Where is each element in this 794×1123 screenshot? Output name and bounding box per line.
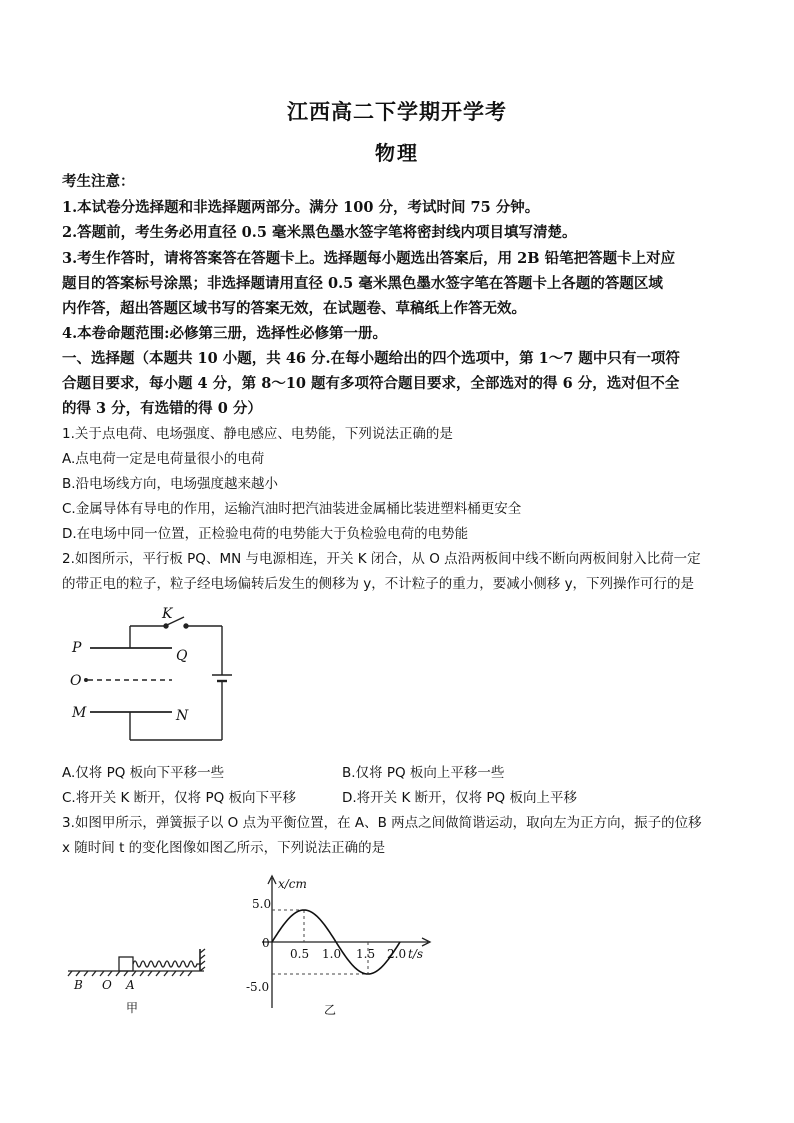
x-axis-label: t/s (408, 947, 424, 961)
label-k: K (162, 606, 173, 622)
notice-heading: 考生注意： (62, 173, 135, 190)
caption-yi: 乙 (324, 1003, 337, 1017)
q2-option-d: D.将开关 K 断开，仅将 PQ 板向上平移 (342, 790, 577, 806)
q1-option-b: B.沿电场线方向，电场强度越来越小 (62, 476, 279, 492)
q2-stem-cont: 的带正电的粒子，粒子经电场偏转后发生的侧移为 y，不计粒子的重力，要减小侧移 y，下列操作可行的是 (62, 576, 695, 592)
ground-hatch (68, 971, 192, 976)
q2-option-c: C.将开关 K 断开，仅将 PQ 板向下平移 (62, 790, 297, 806)
block (119, 957, 133, 971)
x-tick-0-5: 0.5 (290, 947, 310, 961)
label-o-jia: O (102, 978, 112, 992)
label-b: B (74, 978, 83, 992)
q1-stem: 1.关于点电荷、电场强度、静电感应、电势能，下列说法正确的是 (62, 426, 453, 442)
x-tick-2-0: 2.0 (387, 947, 407, 961)
notice-item-4: 4.本卷命题范围:必修第三册，选择性必修第一册。 (62, 325, 387, 342)
q3-figure-jia (62, 945, 212, 1020)
notice-item-2: 2.答题前，考生务必用直径 0.5 毫米黑色墨水签字笔将密封线内项目填写清楚。 (62, 224, 577, 241)
q1-option-d: D.在电场中同一位置，正检验电荷的电势能大于负检验电荷的电势能 (62, 526, 469, 542)
x-tick-1-5: 1.5 (356, 947, 376, 961)
q3-stem-cont: x 随时间 t 的变化图像如图乙所示，下列说法正确的是 (62, 840, 386, 856)
switch-contact-right (184, 624, 188, 628)
q2-option-b: B.仅将 PQ 板向上平移一些 (342, 765, 505, 781)
point-o (84, 678, 88, 682)
q2-stem: 2.如图所示，平行板 PQ、MN 与电源相连，开关 K 闭合，从 O 点沿两板间中线不断向两板间射入比荷一定 (62, 551, 701, 567)
section-heading: 一、选择题（本题共 10 小题，共 46 分.在每小题给出的四个选项中，第 1～7 题中只有一项符 (62, 350, 680, 367)
label-q: Q (176, 648, 188, 664)
label-m: M (72, 705, 87, 721)
label-p: P (72, 640, 82, 656)
q1-option-a: A.点电荷一定是电荷量很小的电荷 (62, 451, 265, 467)
notice-item-3-cont2: 内作答，超出答题区域书写的答案无效，在试题卷、草稿纸上作答无效。 (62, 300, 526, 317)
section-heading-cont2: 的得 3 分，有选错的得 0 分） (62, 400, 262, 417)
q2-option-a: A.仅将 PQ 板向下平移一些 (62, 765, 225, 781)
spring (133, 961, 200, 967)
notice-item-3: 3.考生作答时，请将答案答在答题卡上。选择题每小题选出答案后，用 2B 铅笔把答题卡上对应 (62, 250, 676, 267)
exam-title: 江西高二下学期开学考 (287, 99, 507, 124)
origin-label: 0 (262, 936, 270, 950)
notice-item-1: 1.本试卷分选择题和非选择题两部分。满分 100 分，考试时间 75 分钟。 (62, 199, 540, 216)
q3-stem: 3.如图甲所示，弹簧振子以 O 点为平衡位置，在 A、B 两点之间做简谐运动，取向左为正方向，振子的位移 (62, 815, 702, 831)
notice-item-3-cont: 题目的答案标号涂黑；非选择题请用直径 0.5 毫米黑色墨水签字笔在答题卡上各题的答题区域 (62, 275, 663, 292)
label-n: N (176, 708, 189, 724)
subject-title: 物理 (375, 141, 419, 165)
x-tick-1-0: 1.0 (322, 947, 342, 961)
q1-option-c: C.金属导体有导电的作用，运输汽油时把汽油装进金属桶比装进塑料桶更安全 (62, 501, 522, 517)
label-a: A (126, 978, 135, 992)
q2-circuit-figure (62, 600, 262, 750)
label-o: O (70, 673, 82, 689)
y-axis-label: x/cm (278, 877, 307, 891)
y-tick-pos: 5.0 (252, 897, 272, 911)
q3-figure-yi (232, 868, 452, 1018)
y-tick-neg: -5.0 (246, 980, 270, 994)
caption-jia: 甲 (126, 1001, 139, 1015)
section-heading-cont: 合题目要求，每小题 4 分，第 8～10 题有多项符合题目要求，全部选对的得 6 分，选对但不全 (62, 375, 680, 392)
